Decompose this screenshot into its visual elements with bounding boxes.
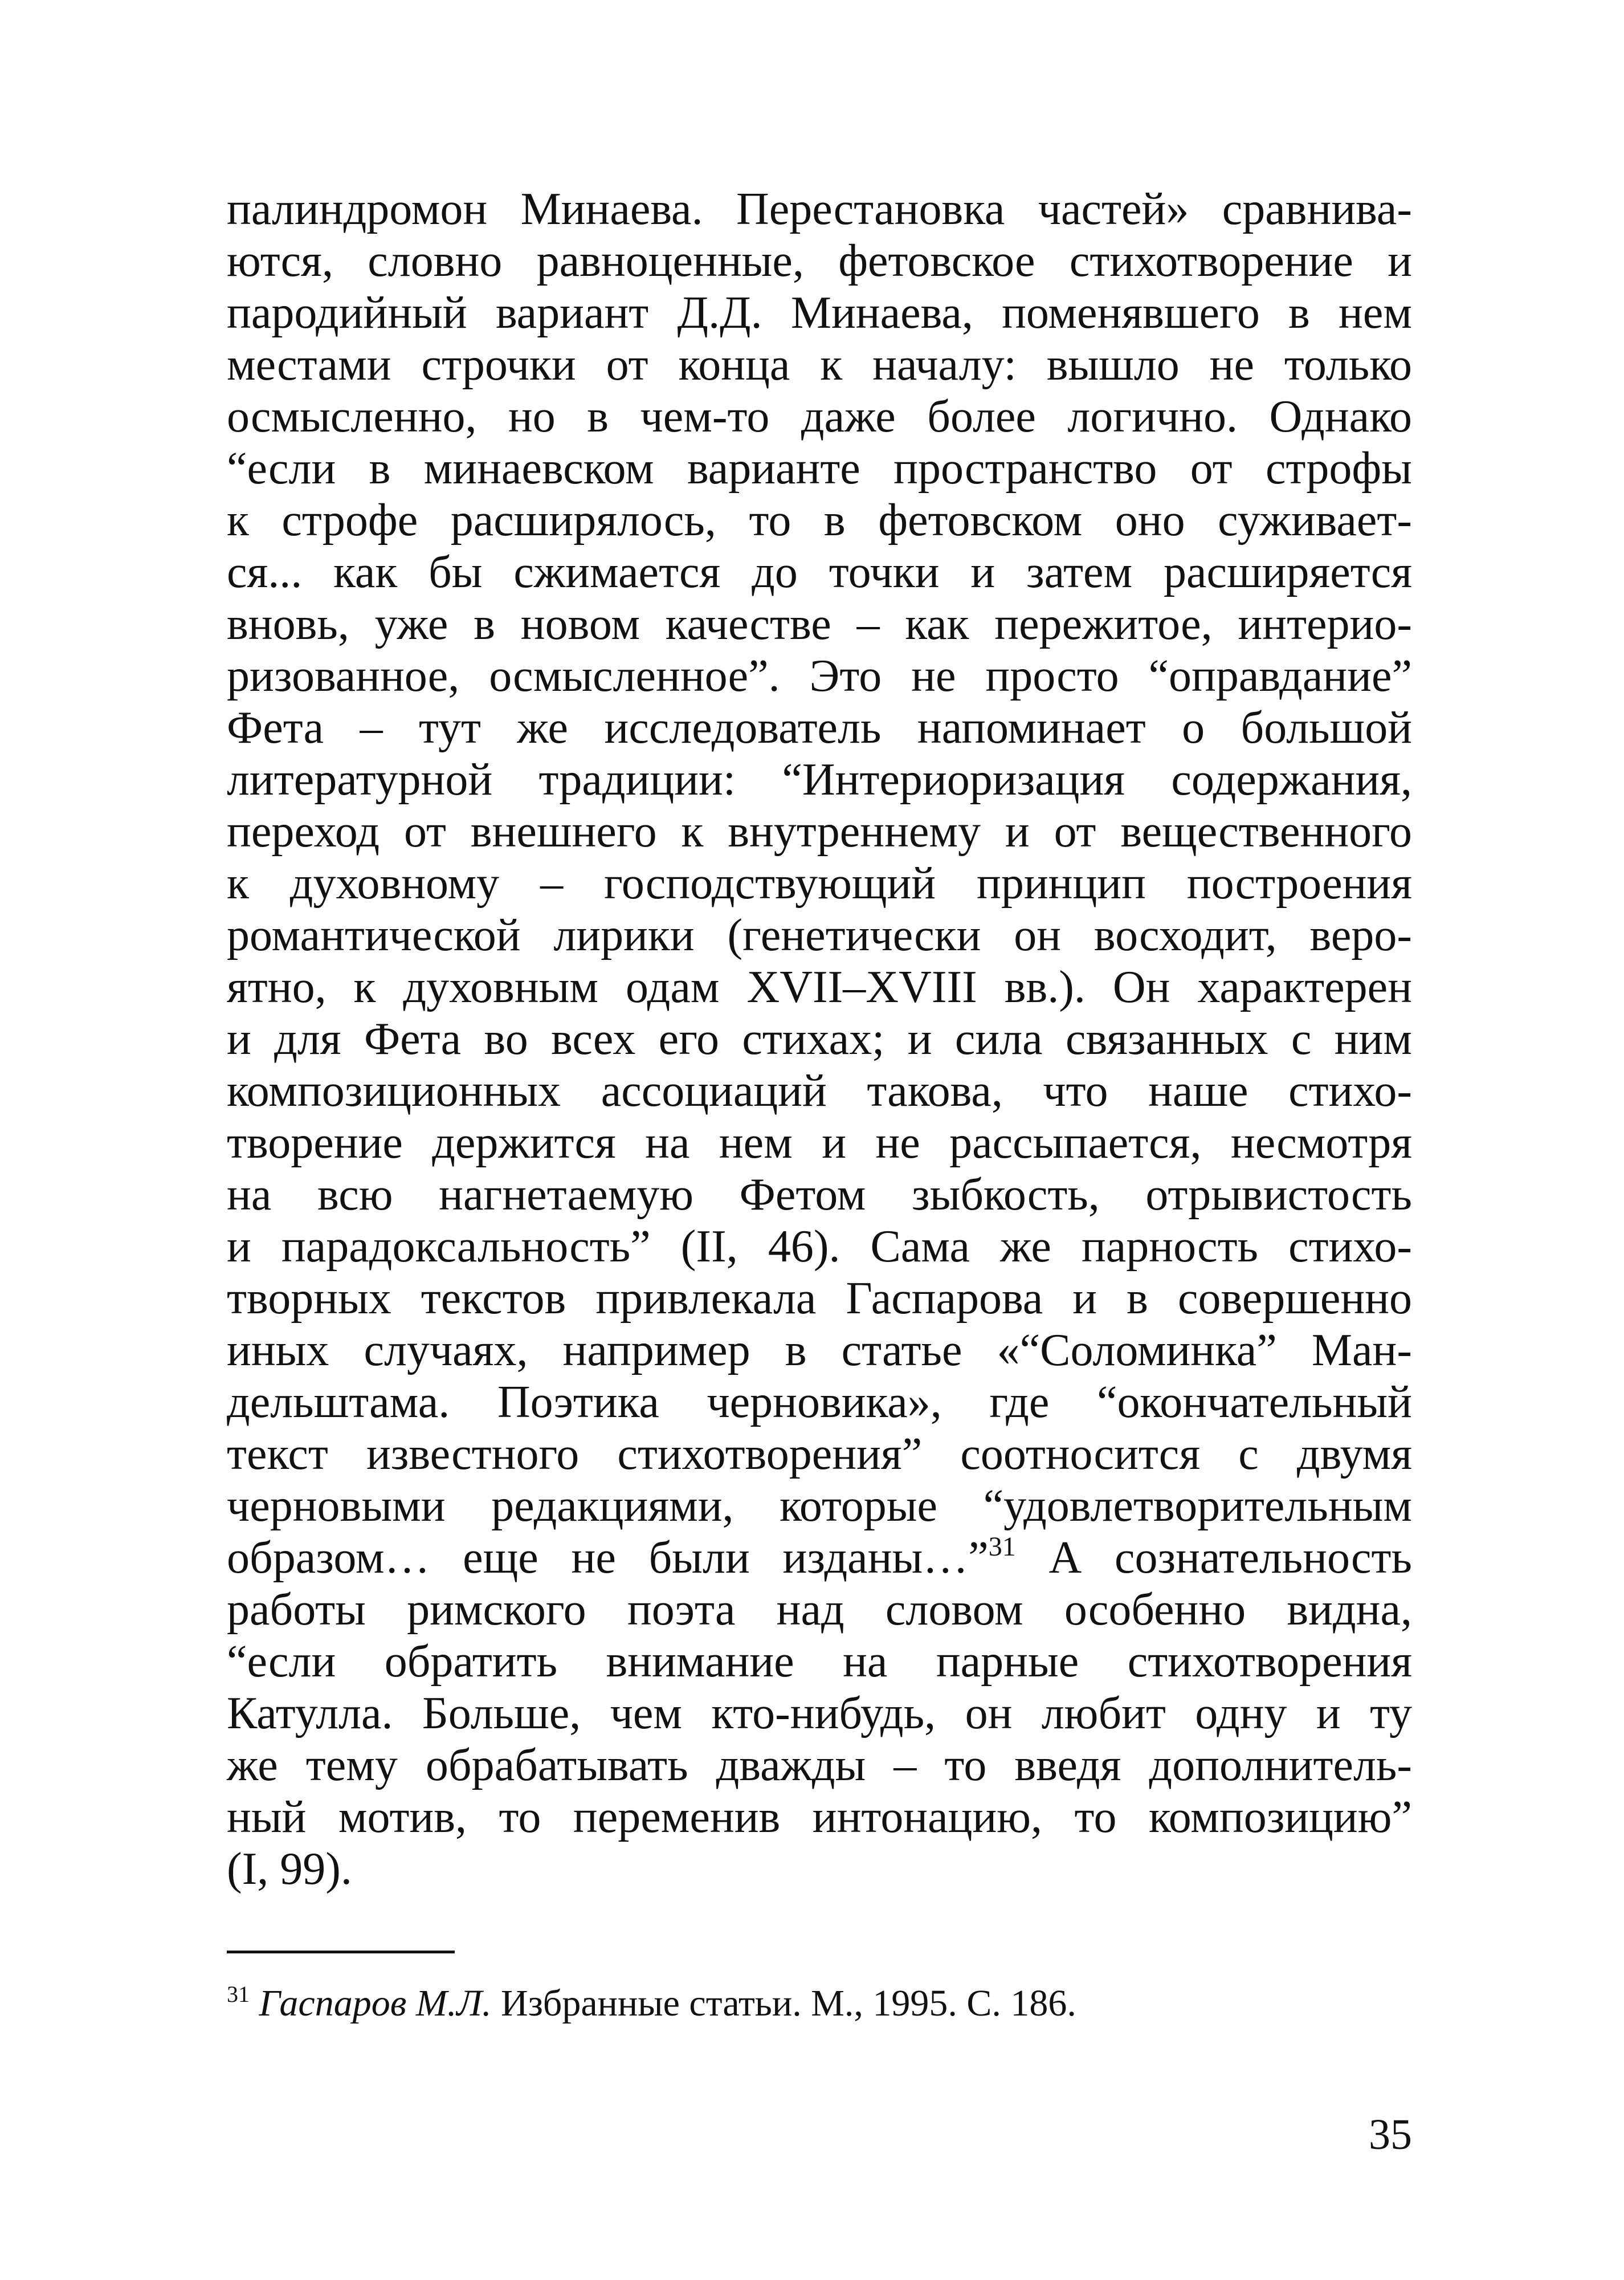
text-line: ятно, к духовным одам XVII–XVIII вв.). Он характерен: [227, 962, 1412, 1012]
footnote-separator: [227, 1951, 455, 1953]
text-line: “если обратить внимание на парные стихотворения: [227, 1636, 1412, 1687]
text-line: дельштама. Поэтика черновика», где “окончательный: [227, 1377, 1412, 1427]
text-line: черновыми редакциями, которые “удовлетворительным: [227, 1481, 1412, 1531]
text-line: переход от внешнего к внутреннему и от вещественного: [227, 807, 1412, 857]
text-line: [227, 1532, 1412, 1584]
text-line: осмысленно, но в чем-то даже более логично. Однако: [227, 392, 1412, 442]
text-line: и парадоксальность” (II, 46). Сама же парность стихо-: [227, 1222, 1412, 1272]
text-segment: А сознательность: [1015, 1533, 1412, 1583]
text-line: работы римского поэта над словом особенно видна,: [227, 1585, 1412, 1635]
text-line: (I, 99).: [227, 1844, 352, 1894]
text-line: палиндромон Минаева. Перестановка частей» сравнива-: [227, 184, 1412, 234]
text-line: творных текстов привлекала Гаспарова и в совершенно: [227, 1273, 1412, 1324]
text-line: на всю нагнетаемую Фетом зыбкость, отрывистость: [227, 1170, 1412, 1220]
footnote-author: Гаспаров М.Л.: [259, 1982, 492, 2024]
text-line: местами строчки от конца к началу: вышло не только: [227, 340, 1412, 390]
text-line: текст известного стихотворения” соотносится с двумя: [227, 1429, 1412, 1479]
text-line: к строфе расширялось, то в фетовском оно суживает-: [227, 495, 1412, 545]
text-line: Фета – тут же исследователь напоминает о большой: [227, 703, 1412, 753]
text-line: ются, словно равноценные, фетовское стихотворение и: [227, 236, 1412, 286]
text-line: композиционных ассоциаций такова, что наше стихо-: [227, 1066, 1412, 1116]
body-text: [227, 184, 1412, 1895]
text-line: ся... как бы сжимается до точки и затем расширяется: [227, 547, 1412, 597]
footnote: [227, 1981, 1076, 2026]
text-line: ный мотив, то переменив интонацию, то композицию”: [227, 1792, 1412, 1842]
text-line: ризованное, осмысленное”. Это не просто “оправдание”: [227, 651, 1412, 701]
text-line: Катулла. Больше, чем кто-нибудь, он любит одну и ту: [227, 1688, 1412, 1738]
text-segment: образом… еще не были изданы…”: [227, 1533, 989, 1583]
footnote-reference: 31: [988, 1532, 1016, 1562]
text-line: вновь, уже в новом качестве – как пережитое, интерио-: [227, 599, 1412, 649]
text-line: иных случаях, например в статье «“Соломинка” Ман-: [227, 1325, 1412, 1375]
text-line: литературной традиции: “Интериоризация содержания,: [227, 755, 1412, 805]
text-line: же тему обрабатывать дважды – то введя дополнитель-: [227, 1740, 1412, 1790]
footnote-number: 31: [227, 1981, 250, 2007]
text-line: романтической лирики (генетически он восходит, веро-: [227, 910, 1412, 960]
text-line: и для Фета во всех его стихах; и сила связанных с ним: [227, 1014, 1412, 1064]
footnote-text: Избранные статьи. М., 1995. С. 186.: [491, 1982, 1076, 2024]
text-line: к духовному – господствующий принцип построения: [227, 858, 1412, 909]
page-number: 35: [1369, 2111, 1412, 2159]
text-line: творение держится на нем и не рассыпается, несмотря: [227, 1118, 1412, 1168]
text-line: пародийный вариант Д.Д. Минаева, поменявшего в нем: [227, 288, 1412, 338]
text-line: “если в минаевском варианте пространство от строфы: [227, 443, 1412, 494]
